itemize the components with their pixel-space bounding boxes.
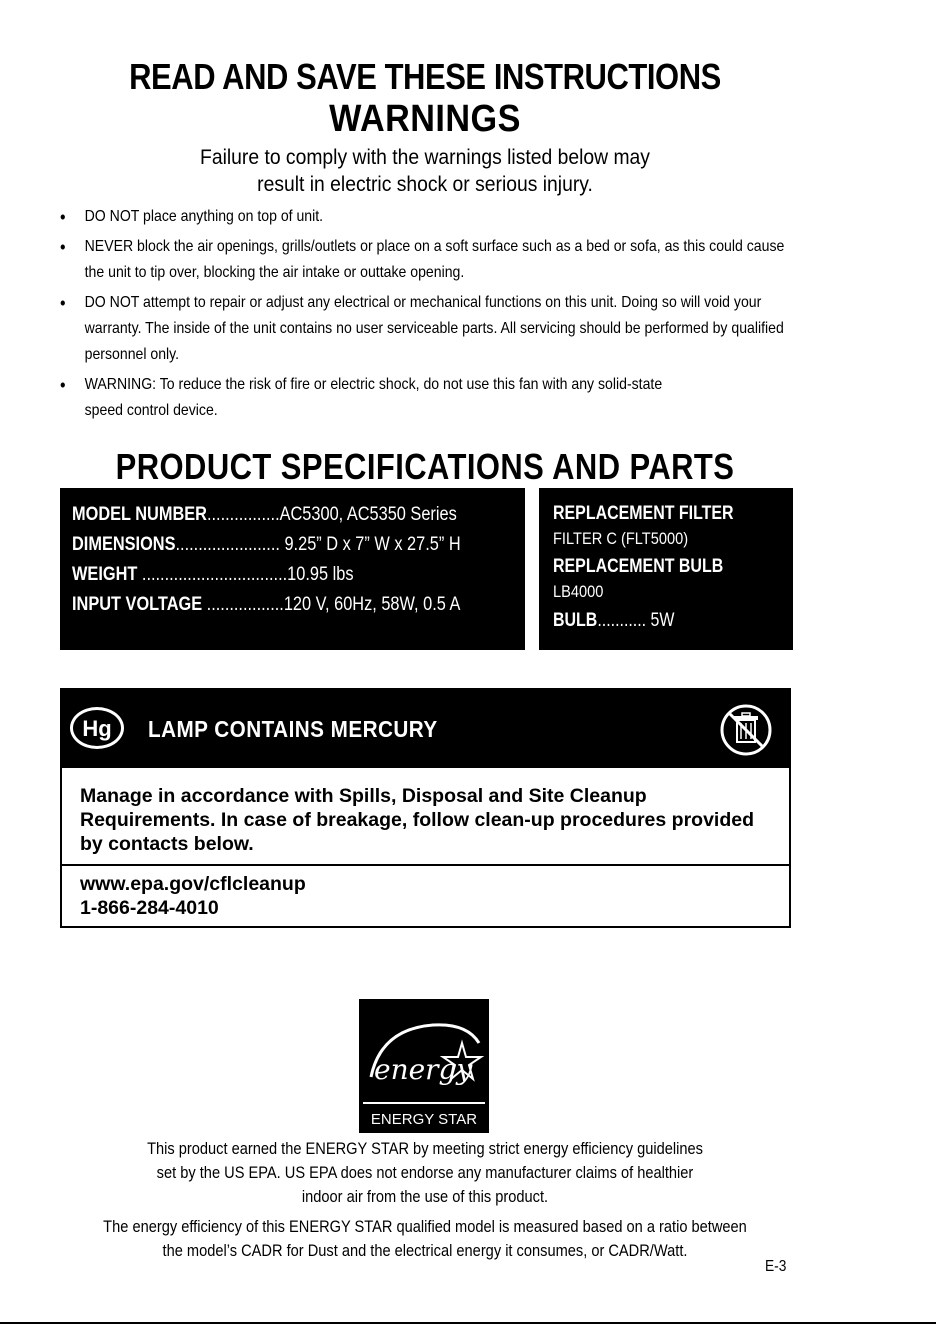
mercury-notice <box>60 688 791 928</box>
bulb-value: 5W <box>646 610 675 631</box>
spec-row-model <box>72 504 457 526</box>
replacement-bulb-label: REPLACEMENT BULB <box>553 556 724 577</box>
spec-value: 10.95 lbs <box>287 564 354 585</box>
warnings-heading: WARNINGS <box>329 98 521 140</box>
replacement-filter-label: REPLACEMENT FILTER <box>553 503 734 524</box>
text-line: set by the US EPA. US EPA does not endorse any manufacturer claims of healthier <box>156 1163 694 1182</box>
replacement-bulb-value: LB4000 <box>553 582 604 601</box>
page-title: READ AND SAVE THESE INSTRUCTIONS <box>129 56 721 97</box>
spec-leader: ................ <box>206 504 280 525</box>
text-line: indoor air from the use of this product. <box>301 1187 549 1206</box>
spec-leader: ................. <box>206 594 284 615</box>
text-line: This product earned the ENERGY STAR by meeting strict energy efficiency guidelines <box>147 1139 703 1158</box>
spec-label: INPUT VOLTAGE <box>72 594 207 615</box>
bulb-leader: ........... <box>597 610 647 631</box>
warnings-list <box>60 204 800 428</box>
energy-star-statement <box>60 1137 791 1209</box>
warning-item-1: • DO NOT place anything on top of unit. <box>60 204 789 230</box>
bulb-row <box>553 610 674 632</box>
warnings-intro-line-2: result in electric shock or serious injury. <box>257 173 593 196</box>
warnings-intro-line-1: Failure to comply with the warnings listed below may <box>200 146 650 169</box>
parts-table <box>539 488 793 650</box>
mercury-header <box>62 690 789 768</box>
spec-label: WEIGHT <box>72 564 142 585</box>
specs-heading: PRODUCT SPECIFICATIONS AND PARTS <box>115 446 735 487</box>
energy-script: energy <box>374 1053 473 1086</box>
text-line: The energy efficiency of this ENERGY STAR qualified model is measured based on a ratio between <box>103 1217 747 1236</box>
mercury-contacts <box>80 872 306 920</box>
spec-value: 120 V, 60Hz, 58W, 0.5 A <box>283 594 461 615</box>
warnings-intro <box>34 144 816 198</box>
energy-efficiency-statement <box>60 1215 791 1263</box>
spec-leader: ................................ <box>141 564 288 585</box>
spec-leader: ....................... <box>175 534 285 555</box>
mercury-title: LAMP CONTAINS MERCURY <box>148 716 438 742</box>
warning-item-2: • NEVER block the air openings, grills/outlets or place on a soft surface such as a bed or sofa, as this could cause the unit to tip over, blocking the air intake or outtake opening. <box>60 234 789 286</box>
epa-phone-number: 1-866-284-4010 <box>80 897 219 919</box>
text-line: the model’s CADR for Dust and the electrical energy it consumes, or CADR/Watt. <box>162 1241 688 1260</box>
no-trash-icon <box>719 703 773 757</box>
energy-star-label: ENERGY STAR <box>370 1111 478 1128</box>
epa-website-link[interactable]: www.epa.gov/cflcleanup <box>80 873 306 895</box>
spec-value: AC5300, AC5350 Series <box>279 504 457 525</box>
page-number: E-3 <box>765 1258 787 1275</box>
spec-table <box>60 488 525 650</box>
spec-row-weight <box>72 564 354 586</box>
mercury-instructions: Manage in accordance with Spills, Disposal and Site Cleanup Requirements. In case of breakage, follow clean-up procedures provided by contacts below. <box>80 785 755 855</box>
spec-row-dimensions <box>72 534 461 556</box>
replacement-filter-value: FILTER C (FLT5000) <box>553 529 689 548</box>
spec-value: 9.25” D x 7” W x 27.5” H <box>284 534 461 555</box>
warning-item-4: • WARNING: To reduce the risk of fire or electric shock, do not use this fan with any solid-state speed control device. <box>60 372 683 424</box>
warning-item-3: • DO NOT attempt to repair or adjust any electrical or mechanical functions on this unit. Doing so will void your warranty. The inside of the unit contains no user serviceable parts. All servicing should be performed by qualified personnel only. <box>60 290 789 368</box>
spec-row-voltage <box>72 594 460 616</box>
divider <box>62 864 789 866</box>
energy-star-logo <box>359 999 489 1133</box>
bulb-label: BULB <box>553 610 598 631</box>
spec-label: DIMENSIONS <box>72 534 176 555</box>
spec-label: MODEL NUMBER <box>72 504 207 525</box>
mercury-symbol-icon: Hg <box>70 707 124 749</box>
